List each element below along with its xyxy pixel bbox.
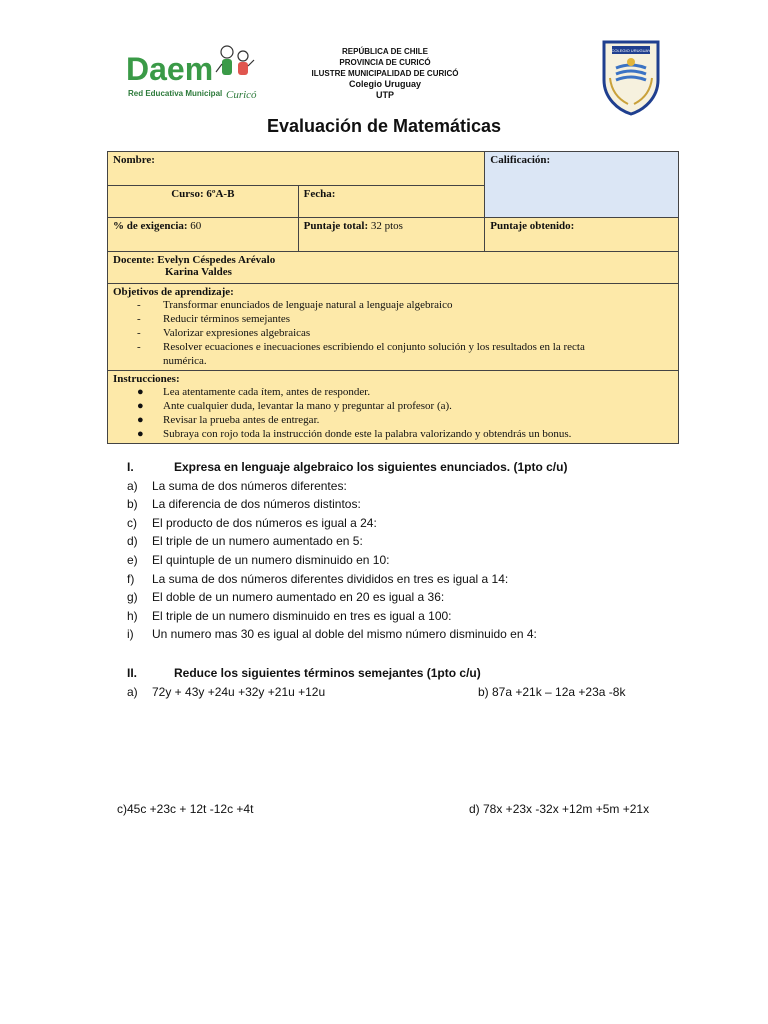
list-item: h) El triple de un numero disminuido en tres es igual a 100: bbox=[127, 608, 452, 623]
fecha-cell[interactable]: Fecha: bbox=[298, 186, 485, 218]
crest-banner: COLEGIO URUGUAY bbox=[611, 48, 651, 53]
header-dept: UTP bbox=[376, 90, 394, 100]
bullet-icon: ● bbox=[137, 400, 144, 412]
page-title: Evaluación de Matemáticas bbox=[266, 116, 502, 136]
student-info-table bbox=[107, 151, 679, 444]
section-1-heading: I. Expresa en lenguaje algebraico los siguientes enunciados. (1pto c/u) bbox=[127, 460, 568, 474]
exercise-c: c)45c +23c + 12t -12c +4t bbox=[117, 802, 254, 816]
nombre-cell[interactable]: Nombre: bbox=[108, 152, 485, 186]
list-item: ● Ante cualquier duda, levantar la mano y preguntar al profesor (a). bbox=[137, 400, 452, 412]
header-municipality: ILUSTRE MUNICIPALIDAD DE CURICÓ bbox=[311, 69, 459, 78]
list-item: b) La diferencia de dos números distintos: bbox=[127, 497, 361, 512]
list-item: f) La suma de dos números diferentes divididos en tres es igual a 14: bbox=[127, 571, 509, 586]
objetivos-list bbox=[113, 298, 673, 368]
instrucciones-cell: Instrucciones: ● Lea atentamente cada ítem, antes de responder. ● Ante cualquier duda, levantar la mano y preguntar al profesor (a). ● Revisar la prueba antes de entregar. ● Subraya con rojo toda la instrucción donde este la palabra valorizando y obtendrás un bonus. bbox=[108, 371, 679, 444]
curso-cell: Curso: 6ºA-B bbox=[108, 186, 299, 218]
daem-logo-tagline: Red Educativa Municipal bbox=[128, 89, 223, 98]
list-item: - Transformar enunciados de lenguaje natural a lenguaje algebraico bbox=[137, 299, 453, 311]
puntaje-obtenido-cell[interactable]: Puntaje obtenido: bbox=[485, 218, 679, 252]
bullet-icon: ● bbox=[137, 428, 144, 440]
header-province: PROVINCIA DE CURICÓ bbox=[339, 58, 431, 67]
list-item bbox=[117, 800, 687, 819]
school-crest bbox=[600, 38, 662, 116]
list-item: ● Lea atentamente cada ítem, antes de responder. bbox=[137, 386, 371, 398]
section-2 bbox=[127, 664, 687, 701]
institution-header bbox=[290, 46, 480, 101]
header-school: Colegio Uruguay bbox=[348, 79, 421, 89]
daem-logo bbox=[124, 42, 264, 104]
list-item: i) Un numero mas 30 es igual al doble del mismo número disminuido en 4: bbox=[127, 627, 537, 642]
list-item: d) El triple de un numero aumentado en 5: bbox=[127, 534, 363, 549]
daem-logo-city: Curicó bbox=[226, 89, 257, 101]
list-item: - Valorizar expresiones algebraicas bbox=[137, 327, 311, 339]
exercise-d: d) 78x +23x -32x +12m +5m +21x bbox=[469, 802, 650, 816]
list-item: a) La suma de dos números diferentes: bbox=[127, 478, 347, 493]
section-2-continued bbox=[117, 800, 687, 819]
list-item: ● Subraya con rojo toda la instrucción donde este la palabra valorizando y obtendrás un bonus. bbox=[137, 428, 572, 440]
list-item: numérica. bbox=[163, 355, 207, 367]
exigencia-cell: % de exigencia: 60 bbox=[108, 218, 299, 252]
bullet-icon: ● bbox=[137, 414, 144, 426]
instrucciones-list bbox=[113, 385, 673, 441]
list-item: e) El quintuple de un numero disminuido en 10: bbox=[127, 552, 390, 567]
section-1 bbox=[127, 458, 687, 644]
header-country: REPÚBLICA DE CHILE bbox=[342, 47, 428, 56]
list-item: - Resolver ecuaciones e inecuaciones escribiendo el conjunto solución y los resultados en la recta bbox=[137, 341, 585, 353]
list-item: - Reducir términos semejantes bbox=[137, 313, 291, 325]
calificacion-cell[interactable]: Calificación: bbox=[485, 152, 679, 218]
list-item: ● Revisar la prueba antes de entregar. bbox=[137, 414, 320, 426]
exercise-b: b) 87a +21k – 12a +23a -8k bbox=[478, 684, 626, 699]
list-item: g) El doble de un numero aumentado en 20 es igual a 36: bbox=[127, 590, 445, 605]
section-2-heading: II. Reduce los siguientes términos semejantes (1pto c/u) bbox=[127, 666, 481, 680]
list-item: a) 72y + 43y +24u +32y +21u +12u b) 87a +21k – 12a +23a -8k bbox=[127, 683, 687, 702]
puntaje-total-cell: Puntaje total: 32 ptos bbox=[298, 218, 485, 252]
objetivos-cell: Objetivos de aprendizaje: - Transformar enunciados de lenguaje natural a lenguaje algebraico - Reducir términos semejantes - Valorizar expresiones algebraicas - Resolver ecuaciones e inecuaciones escribiendo el conjunto solución y los resultados en la recta numérica. bbox=[108, 284, 679, 371]
daem-logo-word: Daem bbox=[126, 51, 214, 87]
children-figures-icon bbox=[216, 46, 254, 75]
list-item: c) El producto de dos números es igual a 24: bbox=[127, 515, 377, 530]
docente-cell: Docente: Evelyn Céspedes Arévalo Karina Valdes bbox=[108, 252, 679, 284]
bullet-icon: ● bbox=[137, 386, 144, 398]
